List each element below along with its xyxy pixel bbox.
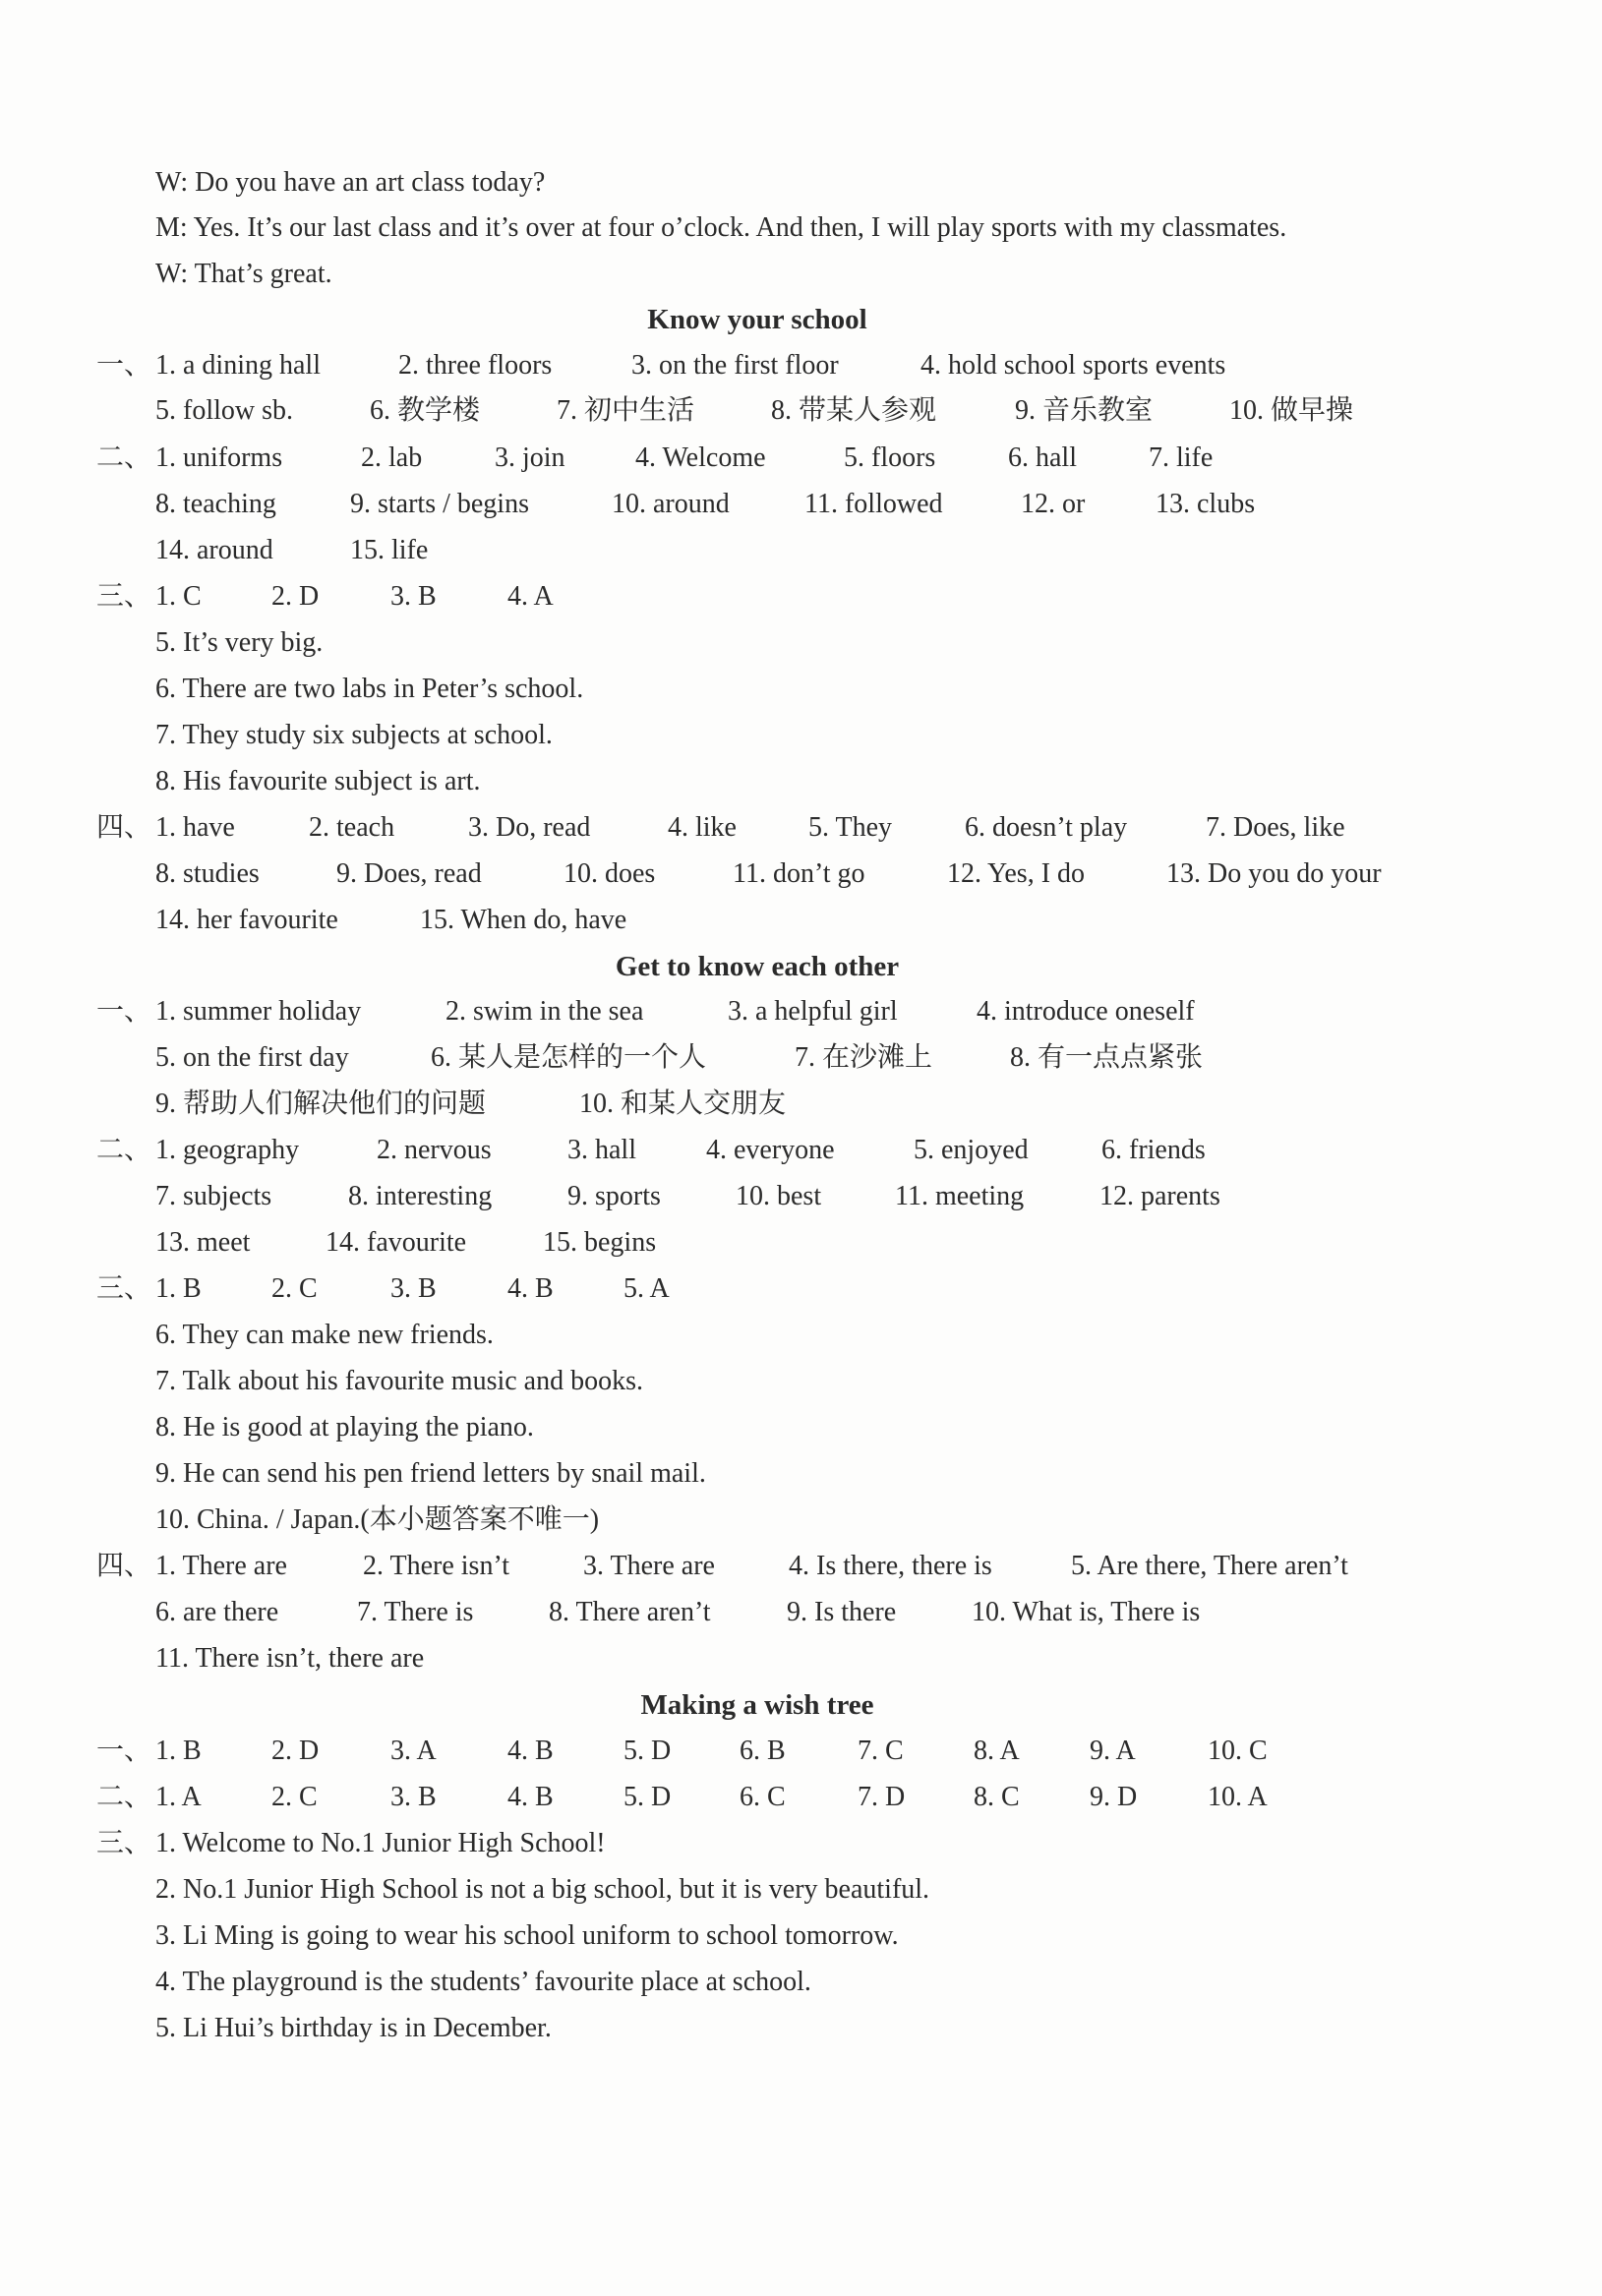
answer-row: 14. her favourite 15. When do, have	[155, 905, 627, 935]
answer-line: 10. China. / Japan.(本小题答案不唯一)	[155, 1504, 600, 1535]
section-marker: 一、	[96, 350, 152, 381]
section-marker: 四、	[96, 1551, 152, 1581]
answer-row: 二、 1. A 2. C 3. B 4. B 5. D 6. C 7. D 8. C 9. D 10. A	[0, 1775, 1602, 1820]
answer-row: 三、 1. B 2. C 3. B 4. B 5. A	[0, 1266, 1602, 1312]
section-marker: 三、	[96, 1273, 152, 1304]
section-title: Know your school	[647, 304, 867, 335]
answer-row: 6. are there 7. There is 8. There aren’t 9. Is there 10. What is, There is	[155, 1597, 1201, 1627]
section-title: Get to know each other	[615, 951, 900, 982]
answer-row: 8. teaching 9. starts / begins 10. around 11. followed 12. or 13. clubs	[155, 489, 1256, 519]
answer-row: 四、 1. There are 2. There isn’t 3. There are 4. Is there, there is 5. Are there, There aren’t	[0, 1544, 1602, 1589]
answer-line: 5. It’s very big.	[155, 627, 324, 658]
section-marker: 一、	[96, 1736, 152, 1766]
answer-row: 5. on the first day 6. 某人是怎样的一个人 7. 在沙滩上 8. 有一点点紧张	[155, 1042, 1204, 1073]
answer-row: 二、 1. uniforms 2. lab 3. join 4. Welcome 5. floors 6. hall 7. life	[0, 436, 1602, 481]
answer-line: 5. Li Hui’s birthday is in December.	[155, 2013, 552, 2043]
answer-line: 4. The playground is the students’ favourite place at school.	[155, 1967, 811, 1997]
answer-row: 13. meet 14. favourite 15. begins	[155, 1227, 657, 1258]
answer-row: 一、 1. B 2. D 3. A 4. B 5. D 6. B 7. C 8. A 9. A 10. C	[0, 1729, 1602, 1774]
answer-line: 6. There are two labs in Peter’s school.	[155, 674, 584, 704]
section-marker: 二、	[96, 1782, 152, 1812]
answer-line: 6. They can make new friends.	[155, 1320, 494, 1350]
answer-line: 8. His favourite subject is art.	[155, 766, 481, 796]
answer-line: 8. He is good at playing the piano.	[155, 1412, 534, 1442]
answer-line: 3. Li Ming is going to wear his school uniform to school tomorrow.	[155, 1920, 899, 1951]
section-title: Making a wish tree	[640, 1689, 874, 1721]
answer-row: 5. follow sb. 6. 教学楼 7. 初中生活 8. 带某人参观 9. 音乐教室 10. 做早操	[155, 395, 1354, 426]
answer-line: 2. No.1 Junior High School is not a big school, but it is very beautiful.	[155, 1874, 930, 1905]
section-marker: 三、	[96, 581, 152, 612]
answer-row: 二、 1. geography 2. nervous 3. hall 4. everyone 5. enjoyed 6. friends	[0, 1128, 1602, 1173]
answer-row: 一、 1. summer holiday 2. swim in the sea 3. a helpful girl 4. introduce oneself	[0, 989, 1602, 1034]
answer-row: 7. subjects 8. interesting 9. sports 10. best 11. meeting 12. parents	[155, 1181, 1220, 1211]
dialogue-line: W: That’s great.	[155, 259, 332, 289]
section-marker: 三、	[96, 1828, 152, 1858]
answer-row: 三、 1. C 2. D 3. B 4. A	[0, 574, 1602, 619]
answer-line: 7. They study six subjects at school.	[155, 720, 553, 750]
answer-row: 14. around 15. life	[155, 535, 429, 565]
answer-row: 9. 帮助人们解决他们的问题 10. 和某人交朋友	[155, 1089, 787, 1119]
answer-line: 9. He can send his pen friend letters by snail mail.	[155, 1458, 706, 1489]
section-marker: 四、	[96, 812, 152, 843]
answer-row: 一、 1. a dining hall 2. three floors 3. on the first floor 4. hold school sports events	[0, 343, 1602, 388]
answer-row: 8. studies 9. Does, read 10. does 11. don’t go 12. Yes, I do 13. Do you do your	[155, 858, 1382, 889]
answer-line: 7. Talk about his favourite music and books.	[155, 1366, 644, 1396]
answer-row: 四、 1. have 2. teach 3. Do, read 4. like 5. They 6. doesn’t play 7. Does, like	[0, 805, 1602, 851]
answer-row: 三、 1. Welcome to No.1 Junior High School!	[0, 1821, 1602, 1866]
section-marker: 一、	[96, 996, 152, 1027]
answer-row: 11. There isn’t, there are	[155, 1643, 425, 1674]
dialogue-line: W: Do you have an art class today?	[155, 167, 546, 198]
section-marker: 二、	[96, 1135, 152, 1165]
dialogue-line: M: Yes. It’s our last class and it’s over at four o’clock. And then, I will play sports with my classmates.	[155, 212, 1287, 243]
section-marker: 二、	[96, 442, 152, 473]
